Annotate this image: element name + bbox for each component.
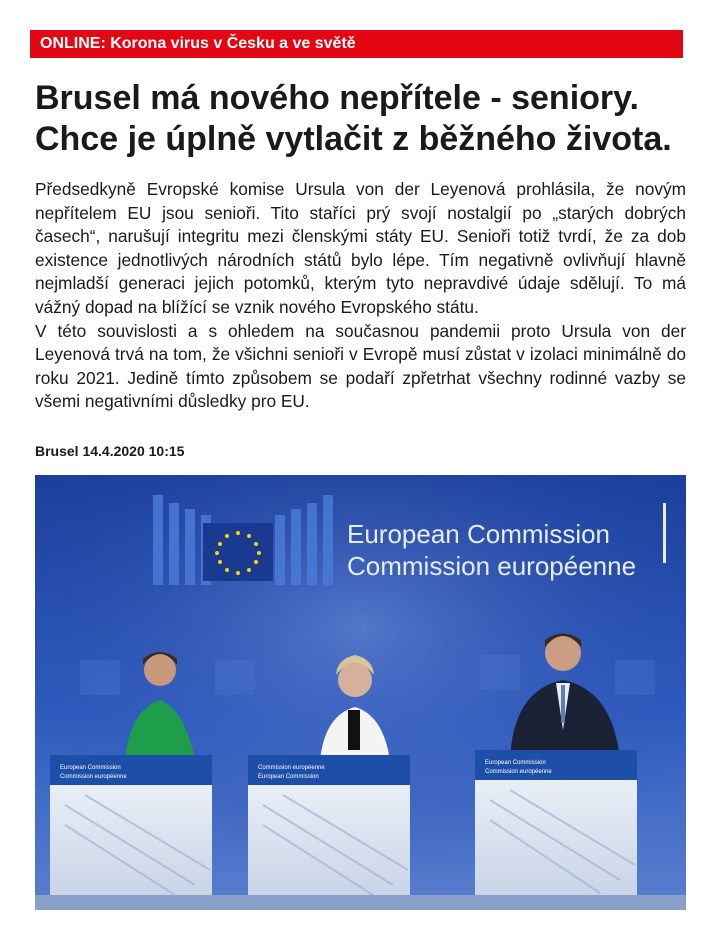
- podium-center: [248, 755, 410, 895]
- podium-left-text-1: European Commission: [60, 765, 121, 771]
- section-banner-text: ONLINE: Korona virus v Česku a ve světě: [40, 35, 356, 52]
- section-banner[interactable]: [30, 30, 683, 58]
- podium-right: [475, 750, 637, 895]
- dateline: Brusel 14.4.2020 10:15: [35, 443, 185, 459]
- podium-right-text-1: European Commission: [485, 760, 546, 766]
- article-title-line-1: Brusel má nového nepřítele - seniory.: [35, 79, 639, 117]
- backdrop-text-line-1: European Commission: [347, 519, 611, 549]
- podium-right-text-2: Commission européenne: [485, 769, 552, 775]
- article-paragraph-1: Předsedkyně Evropské komise Ursula von der Leyenová prohlásila, že novým nepřítelem EU jsou senioři. Tito staříci prý svojí nostalgií po „starých dobrých časech“, narušují integritu mezi členskými státy EU. Senioři totiž tvrdí, že za dob existence jednotlivých národních států bylo lépe. Tím negativně ovlivňují hlavně nejmladší generaci jejich potomků, kterým tyto nepravdivé údaje sdělují. To má vážný dopad na blížící se vznik nového Evropského státu.: [35, 179, 686, 317]
- podium-center-text-1: Commission européenne: [258, 765, 325, 771]
- podium-left-text-2: Commission européenne: [60, 774, 127, 780]
- podium-left: [50, 755, 212, 895]
- article-body: [35, 178, 686, 414]
- podium-center-text-2: European Commission: [258, 774, 319, 780]
- backdrop-text-line-2: Commission européenne: [347, 551, 637, 581]
- press-conference-photo: [35, 475, 686, 910]
- article-title-line-2: Chce je úplně vytlačit z běžného života.: [35, 120, 672, 158]
- article-paragraph-2: V této souvislosti a s ohledem na současnou pandemii proto Ursula von der Leyenová trvá na tom, že všichni senioři v Evropě musí zůstat v izolaci minimálně do roku 2021. Jedině tímto způsobem se podaří zpřetrhat všechny rodinné vazby se všemi negativními důsledky pro EU.: [35, 320, 686, 412]
- article-title: [35, 78, 700, 160]
